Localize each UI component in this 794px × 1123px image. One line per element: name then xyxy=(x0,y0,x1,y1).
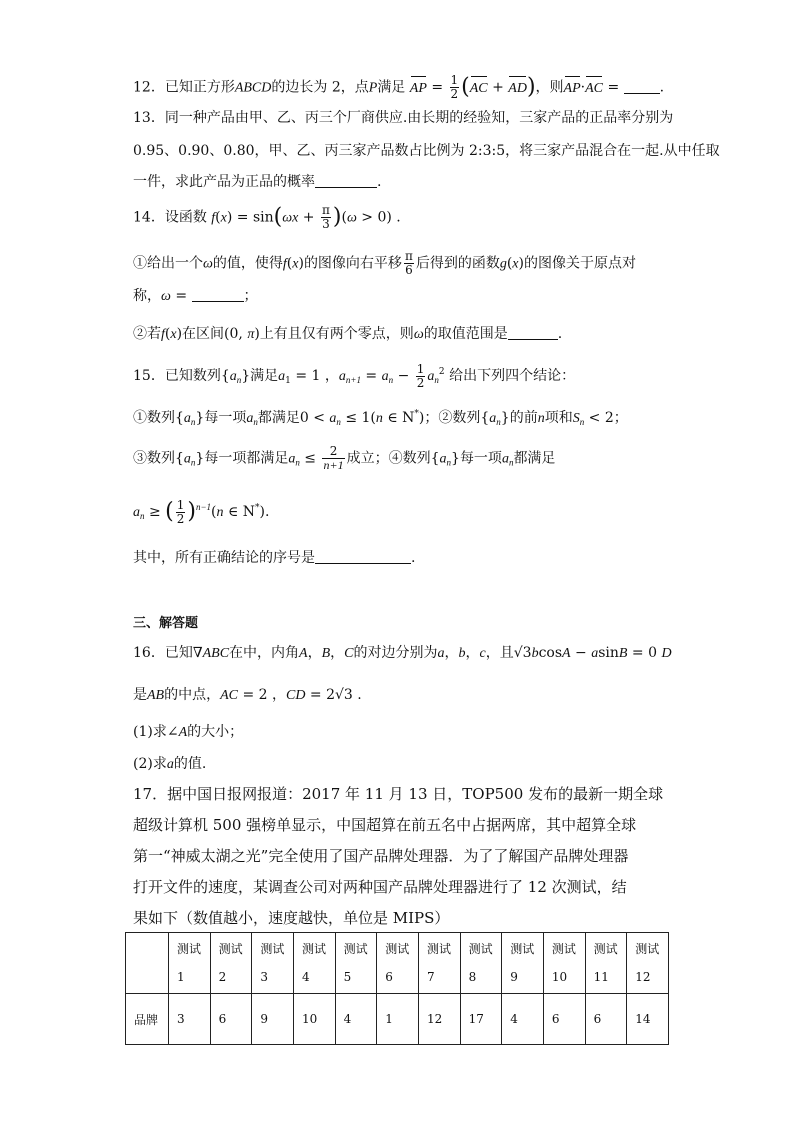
question-13-line-2: 0.95、0.90、0.80，甲、乙、丙三家产品数占比例为 2:3:5，将三家产品混合在一起.从中任取 xyxy=(133,143,720,159)
question-17-line-1: 17．据中国日报网报道：2017 年 11 月 13 日，TOP500 发布的最新一期全球 xyxy=(133,785,664,803)
question-15-conclusion-4-formula: $a_n$ ≥ ( $\frac{1}{2}$ )$^{n-1}$(n ∈ N*). xyxy=(133,497,270,526)
table-cell: 6 xyxy=(210,994,252,1045)
table-cell: 4 xyxy=(502,994,544,1045)
table-header-cell: 测试 8 xyxy=(460,933,502,994)
table-row xyxy=(126,994,669,1045)
section-heading: 三、解答题 xyxy=(133,616,199,631)
table-cell: 17 xyxy=(460,994,502,1045)
table-cell: 6 xyxy=(543,994,585,1045)
table-header-cell: 测试 1 xyxy=(169,933,211,994)
answer-blank xyxy=(624,79,660,94)
question-14-part-1-line-2: 称，ω = ； xyxy=(133,288,258,304)
table-cell: 4 xyxy=(335,994,377,1045)
question-17-line-5: 果如下（数值越小，速度越快，单位是 MIPS） xyxy=(133,909,450,927)
question-16-sub-2: (2)求a的值. xyxy=(133,756,207,772)
table-header-cell: 测试 11 xyxy=(585,933,627,994)
question-12: 12．已知正方形ABCD的边长为 2，点P满足 AP = $\frac{1}{2}$ (AC + AD)，则AP·AC = . xyxy=(133,73,665,101)
table-header-cell: 测试 2 xyxy=(210,933,252,994)
question-15-ask: 其中，所有正确结论的序号是 . xyxy=(133,550,416,566)
vector-ap: AP xyxy=(410,79,427,99)
question-15-conclusions-1-2: ①数列$\{a_n\}$每一项$a_n$都满足$0 < a_n \le 1(n$ ∈ N*)；②数列$\{a_n\}$的前n项和$S_n < 2$； xyxy=(133,409,628,427)
question-16: 16．已知∇ABC在中，内角A，B，C的对边分别为a，b，c，且√3bcosA − asinB = 0 D xyxy=(133,645,672,661)
question-17-line-3: 第一“神威太湖之光”完全使用了国产品牌处理器．为了了解国产品牌处理器 xyxy=(133,847,629,865)
answer-blank xyxy=(315,173,377,188)
table-header-cell: 测试 3 xyxy=(252,933,294,994)
question-15: 15．已知数列$\{a_n\}$满足$a_1 = 1$ ，$a_{n+1} = a_n$ − $\frac{1}{2}$ $a_n^2$ 给出下列四个结论： xyxy=(133,361,576,390)
table-header-cell: 测试 12 xyxy=(627,933,669,994)
answer-blank xyxy=(315,549,411,564)
table-row-label: 品牌 xyxy=(126,994,169,1045)
table-header-cell: 测试 9 xyxy=(502,933,544,994)
table-cell: 12 xyxy=(418,994,460,1045)
table-cell: 3 xyxy=(169,994,211,1045)
answer-blank xyxy=(192,287,244,302)
table-header-row xyxy=(126,933,669,994)
question-17-line-4: 打开文件的速度，某调查公司对两种国产品牌处理器进行了 12 次测试，结 xyxy=(133,878,627,896)
question-15-conclusions-3-4: ③数列$\{a_n\}$每一项都满足$a_n$ ≤ $\frac{2}{n+1}$ 成立；④数列$\{a_n\}$每一项$a_n$都满足 xyxy=(133,444,556,472)
table-header-cell: 测试 10 xyxy=(543,933,585,994)
question-16-line-2: 是AB的中点，AC = 2 ，CD = 2√3 . xyxy=(133,687,362,703)
fraction-half: $\frac{1}{2}$ xyxy=(450,73,459,101)
question-14-part-2: ②若f(x)在区间(0, π)上有且仅有两个零点，则ω的取值范围是 . xyxy=(133,326,563,342)
table-cell: 14 xyxy=(627,994,669,1045)
answer-blank xyxy=(508,325,558,340)
table-cell: 10 xyxy=(293,994,335,1045)
table-corner-cell xyxy=(126,933,169,994)
question-13-line-1: 13．同一种产品由甲、乙、丙三个厂商供应.由长期的经验知，三家产品的正品率分别为 xyxy=(133,110,674,126)
question-14: 14．设函数 f(x) = sin(ωx + $\frac{\pi}{3}$ )(ω > 0) . xyxy=(133,203,401,231)
question-16-sub-1: (1)求∠A的大小； xyxy=(133,724,244,740)
question-17-line-2: 超级计算机 500 强榜单显示，中国超算在前五名中占据两席，其中超算全球 xyxy=(133,816,637,834)
table-cell: 9 xyxy=(252,994,294,1045)
question-13-line-3: 一件，求此产品为正品的概率 . xyxy=(133,174,382,190)
table-header-cell: 测试 6 xyxy=(377,933,419,994)
table-header-cell: 测试 7 xyxy=(418,933,460,994)
table-header-cell: 测试 4 xyxy=(293,933,335,994)
results-table xyxy=(125,932,669,1045)
table-header-cell: 测试 5 xyxy=(335,933,377,994)
question-14-part-1: ①给出一个ω的值，使得f(x)的图像向右平移 $\frac{\pi}{6}$ 后得到的函数g(x)的图像关于原点对 xyxy=(133,249,636,277)
table-cell: 6 xyxy=(585,994,627,1045)
table-cell: 1 xyxy=(377,994,419,1045)
